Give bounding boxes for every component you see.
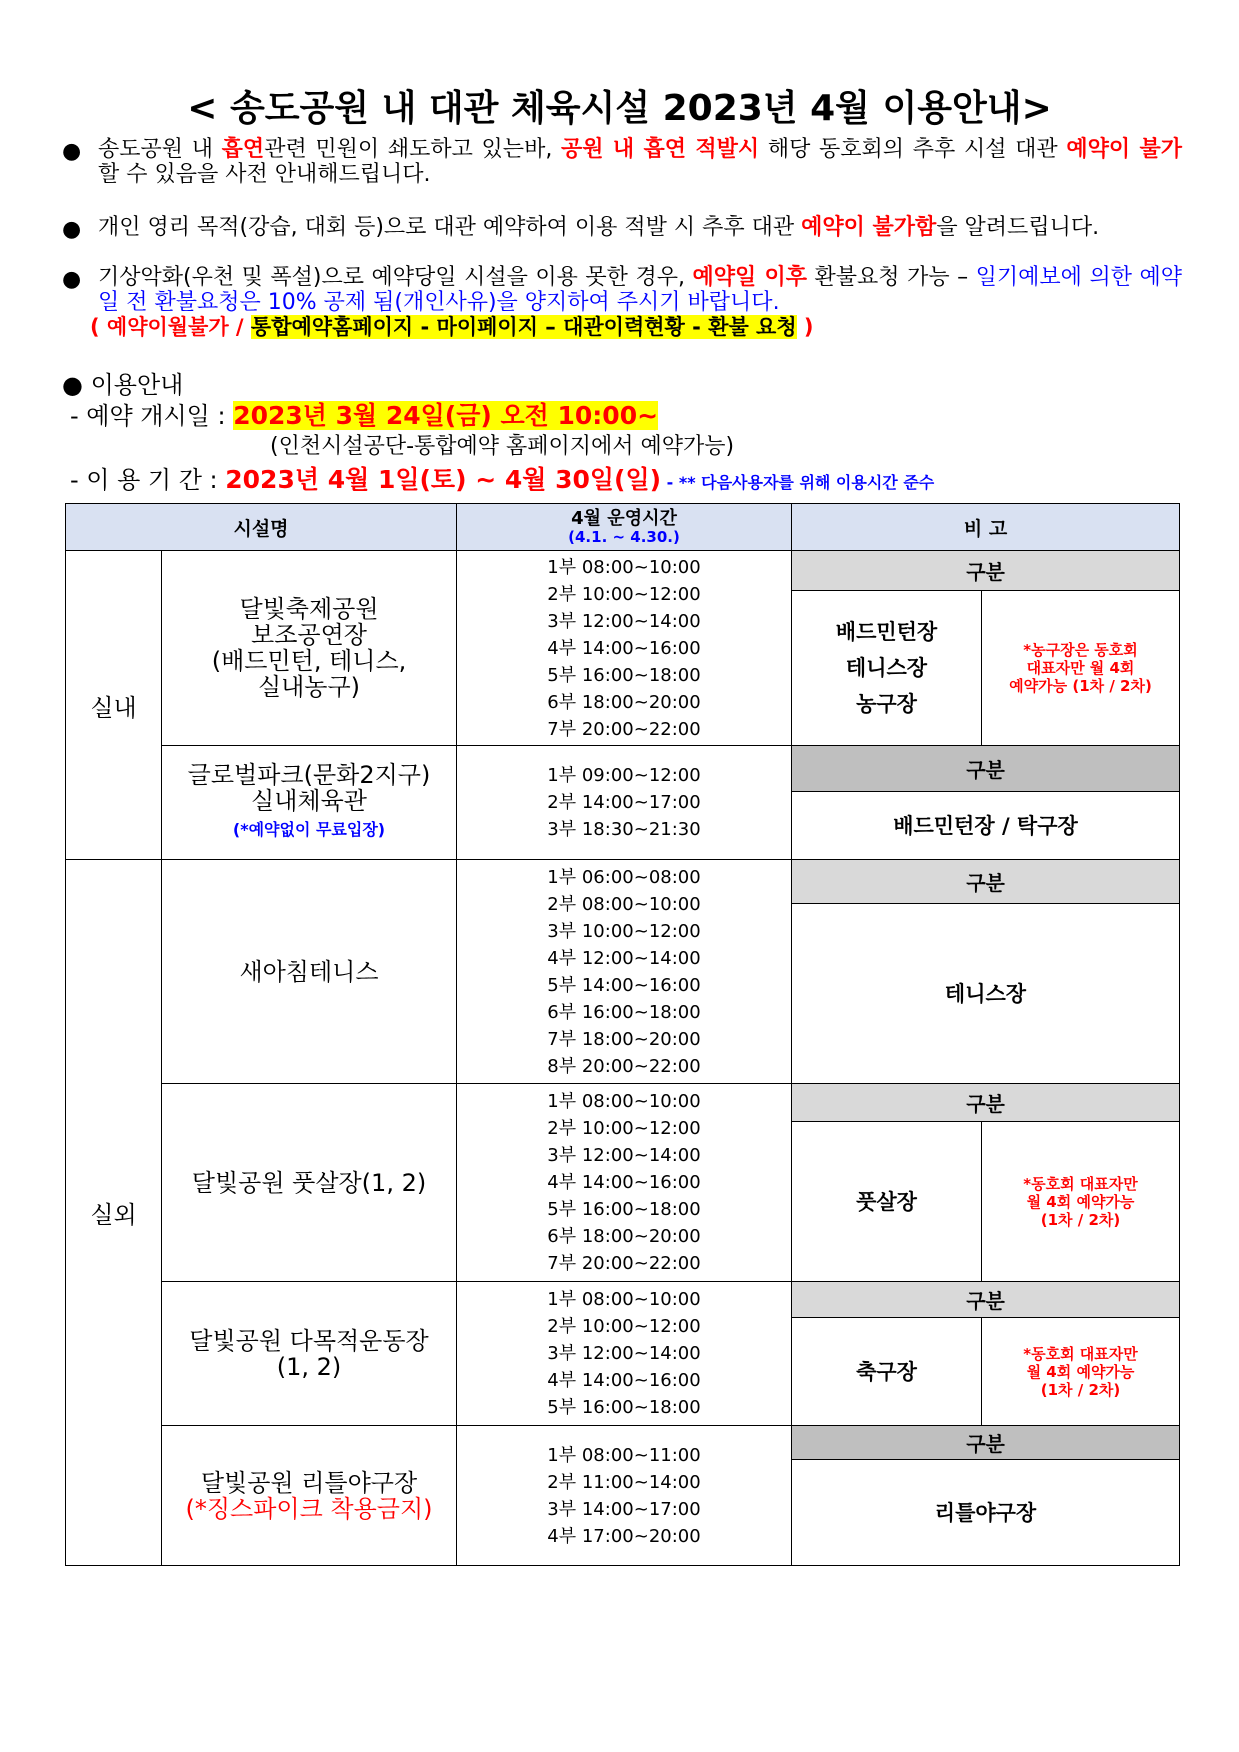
time-slot: 3부 18:30~21:30 (547, 819, 701, 840)
time-slot: 3부 12:00~14:00 (547, 1145, 701, 1166)
time-slot: 2부 10:00~12:00 (547, 583, 701, 605)
time-slot: 3부 10:00~12:00 (547, 920, 701, 942)
notice-text: 관련 민원이 쇄도하고 있는바, (264, 137, 562, 162)
period-line (70, 460, 934, 496)
bullet-icon: ● (62, 267, 82, 292)
notice-text: 개인 영리 목적(강습, 대회 등)으로 대관 예약하여 이용 적발 시 추후 대관 (98, 215, 802, 240)
reservation-note (982, 1318, 1180, 1426)
note-line: *동호회 대표자만 (1023, 1344, 1138, 1363)
time-slot: 1부 08:00~10:00 (547, 1289, 701, 1310)
table-row (66, 1282, 1180, 1318)
facility-type: 농구장 (856, 692, 917, 716)
table-row (66, 746, 1180, 792)
hours-cell (457, 1282, 792, 1426)
time-slot: 8부 20:00~22:00 (547, 1055, 701, 1077)
period-value: 2023년 4월 1일(토) ~ 4월 30일(일) (225, 465, 662, 494)
notice-emphasis: 공원 내 흡연 적발시 (561, 137, 760, 162)
open-date-label: - 예약 개시일 : (70, 402, 234, 430)
time-slot: 5부 14:00~16:00 (547, 974, 701, 996)
notice-blue-text: 일기예보에 의한 예약일 전 환불요청은 10% 공제 됨(개인사유)을 양지하여 주시기 바랍니다. (98, 265, 1182, 315)
hours-cell (457, 1426, 792, 1566)
time-slot: 6부 16:00~18:00 (547, 1001, 701, 1023)
time-slot: 4부 14:00~16:00 (547, 637, 701, 659)
refund-path-open: ( 예약이월불가 / (90, 315, 251, 339)
facility-name: 글로벌파크(문화2지구) (187, 761, 431, 789)
facility-name-cell (162, 1084, 457, 1282)
time-slot: 1부 08:00~10:00 (547, 1091, 701, 1112)
note-line: 대표자만 월 4회 (1026, 659, 1135, 677)
time-slot: 3부 12:00~14:00 (547, 1343, 701, 1364)
bullet-icon: ● (62, 139, 82, 164)
notice-emphasis: 예약이 불가 (1066, 137, 1183, 162)
time-slot: 4부 14:00~16:00 (547, 1370, 701, 1391)
hours-cell (457, 551, 792, 746)
note-line: *농구장은 동호회 (1023, 641, 1138, 659)
time-slot: 2부 14:00~17:00 (547, 792, 701, 813)
bullet-icon: ● (62, 371, 91, 399)
period-label: - 이 용 기 간 : (70, 466, 226, 494)
facility-type: 리틀야구장 (792, 1460, 1180, 1566)
time-slot: 5부 16:00~18:00 (547, 664, 701, 686)
gubun-header: 구분 (792, 551, 1180, 591)
table-header-row (66, 504, 1180, 551)
note-line: (1차 / 2차) (1040, 1380, 1121, 1399)
header-hours-sub: (4.1. ~ 4.30.) (568, 528, 680, 546)
refund-path: 통합예약홈페이지 - 마이페이지 – 대관이력현황 - 환불 요청 (250, 315, 797, 339)
time-slot: 1부 06:00~08:00 (547, 866, 701, 888)
spike-ban-note: (*징스파이크 착용금지) (185, 1494, 433, 1523)
time-slot: 5부 16:00~18:00 (547, 1397, 701, 1418)
notice-text: 환불요청 가능 – (806, 265, 976, 290)
note-line: 예약가능 (1차 / 2차) (1009, 677, 1152, 695)
header-hours-main: 4월 운영시간 (571, 508, 677, 529)
period-note: - ** 다음사용자를 위해 이용시간 준수 (661, 473, 935, 492)
time-slot: 7부 20:00~22:00 (547, 1253, 701, 1274)
facility-name: 새아침테니스 (239, 957, 379, 986)
facility-name-cell (162, 746, 457, 860)
notice-text: 송도공원 내 (98, 137, 222, 162)
notice-commercial (62, 215, 1182, 240)
time-slot: 4부 17:00~20:00 (547, 1525, 701, 1547)
notice-emphasis: 예약일 이후 (692, 265, 807, 290)
note-line: (1차 / 2차) (1040, 1210, 1121, 1229)
facility-name: 달빛공원 풋살장(1, 2) (191, 1168, 427, 1197)
facility-types-cell (792, 591, 982, 746)
header-hours (457, 504, 792, 551)
facility-type: 축구장 (792, 1318, 982, 1426)
table-row (66, 551, 1180, 591)
free-entry-note: (*예약없이 무료입장) (232, 820, 386, 839)
time-slot: 1부 08:00~10:00 (547, 556, 701, 578)
header-remarks: 비 고 (792, 504, 1180, 551)
facility-name: 실내체육관 (251, 787, 367, 815)
usage-heading (62, 365, 183, 400)
open-date-line (70, 396, 658, 432)
facility-type: 테니스장 (792, 904, 1180, 1084)
facility-name: 실내농구) (257, 673, 361, 701)
hours-cell (457, 746, 792, 860)
facility-name-cell (162, 1426, 457, 1566)
time-slot: 3부 12:00~14:00 (547, 610, 701, 632)
gubun-header: 구분 (792, 1282, 1180, 1318)
facility-name: 달빛축제공원 (239, 595, 379, 623)
open-date-sub: (인천시설공단-통합예약 홈페이지에서 예약가능) (270, 434, 735, 459)
time-slot: 2부 10:00~12:00 (547, 1118, 701, 1139)
time-slot: 1부 09:00~12:00 (547, 765, 701, 786)
category-indoor: 실내 (66, 551, 162, 860)
facility-name: 달빛공원 다목적운동장 (189, 1326, 429, 1355)
facility-type: 배드민턴장 (835, 620, 938, 644)
notice-text: 할 수 있음을 사전 안내해드립니다. (98, 162, 431, 187)
time-slot: 2부 11:00~14:00 (547, 1471, 701, 1493)
table-row (66, 1084, 1180, 1122)
time-slot: 7부 18:00~20:00 (547, 1028, 701, 1050)
time-slot: 7부 20:00~22:00 (547, 718, 701, 740)
time-slot: 6부 18:00~20:00 (547, 691, 701, 713)
time-slot: 3부 14:00~17:00 (547, 1498, 701, 1520)
facility-type: 풋살장 (792, 1122, 982, 1282)
gubun-header: 구분 (792, 860, 1180, 904)
reservation-note (982, 591, 1180, 746)
facility-table (65, 503, 1180, 1566)
notice-text: 기상악화(우천 및 폭설)으로 예약당일 시설을 이용 못한 경우, (98, 265, 693, 290)
table-row (66, 1426, 1180, 1460)
notice-emphasis: 예약이 불가함 (801, 215, 937, 240)
time-slot: 2부 08:00~10:00 (547, 893, 701, 915)
time-slot: 2부 10:00~12:00 (547, 1316, 701, 1337)
open-date-value: 2023년 3월 24일(금) 오전 10:00~ (233, 401, 659, 430)
facility-name-cell (162, 1282, 457, 1426)
time-slot: 5부 16:00~18:00 (547, 1199, 701, 1220)
notice-smoking (62, 137, 1182, 187)
gubun-header: 구분 (792, 746, 1180, 792)
time-slot: 6부 18:00~20:00 (547, 1226, 701, 1247)
notice-emphasis: 흡연 (221, 137, 265, 162)
refund-path-close: ) (796, 315, 814, 339)
facility-name: (1, 2) (276, 1352, 342, 1381)
table-row (66, 860, 1180, 904)
bullet-icon: ● (62, 217, 82, 242)
facility-type: 배드민턴장 / 탁구장 (792, 792, 1180, 860)
hours-cell (457, 1084, 792, 1282)
facility-type: 테니스장 (845, 656, 928, 680)
facility-name: (배드민턴, 테니스, (211, 647, 407, 675)
page-title: < 송도공원 내 대관 체육시설 2023년 4월 이용안내> (187, 88, 1052, 129)
note-line: 월 4회 예약가능 (1026, 1192, 1135, 1211)
facility-name-cell (162, 551, 457, 746)
time-slot: 4부 14:00~16:00 (547, 1172, 701, 1193)
gubun-header: 구분 (792, 1426, 1180, 1460)
hours-cell (457, 860, 792, 1084)
notice-refund (62, 265, 1182, 340)
note-line: *동호회 대표자만 (1023, 1174, 1138, 1193)
time-slot: 4부 12:00~14:00 (547, 947, 701, 969)
gubun-header: 구분 (792, 1084, 1180, 1122)
note-line: 월 4회 예약가능 (1026, 1362, 1135, 1381)
time-slot: 1부 08:00~11:00 (547, 1444, 701, 1466)
header-facility: 시설명 (66, 504, 457, 551)
reservation-note (982, 1122, 1180, 1282)
facility-name: 보조공연장 (251, 621, 367, 649)
usage-heading-text: 이용안내 (90, 371, 184, 399)
facility-name: 달빛공원 리틀야구장 (200, 1468, 418, 1497)
facility-name-cell (162, 860, 457, 1084)
notice-text: 을 알려드립니다. (936, 215, 1100, 240)
category-outdoor: 실외 (66, 860, 162, 1566)
notice-text: 해당 동호회의 추후 시설 대관 (759, 137, 1067, 162)
